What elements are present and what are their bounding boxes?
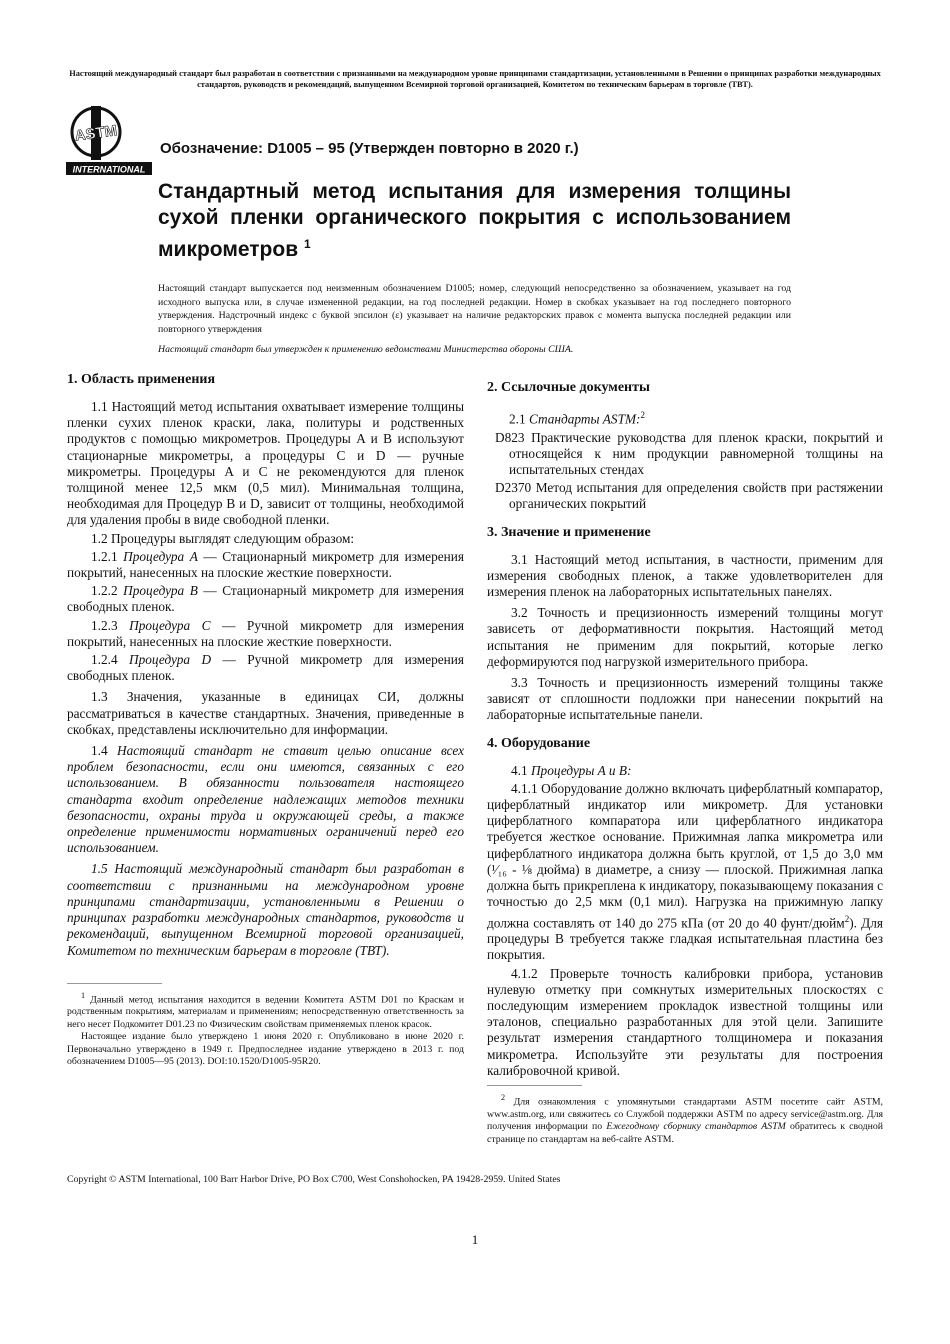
reference-d823: D823 Практические руководства для пленок краски, покрытий и относящейся к ним продукции равномерной толщины на испытательных стендах — [495, 429, 883, 478]
footnote-1 — [67, 990, 464, 1069]
paragraph-1-2-4: 1.2.4 Процедура D — Ручной микрометр для измерения свободных пленок. — [67, 652, 465, 684]
paragraph-1-2-1: 1.2.1 Процедура A — Стационарный микрометр для измерения покрытий, нанесенных на плоские жесткие поверхности. — [67, 548, 464, 581]
astm-logo-icon — [66, 104, 154, 176]
page-number: 1 — [471, 1232, 479, 1247]
paragraph-1-2-3: 1.2.3 Процедура C — Ручной микрометр для измерения покрытий, нанесенных на плоские жесткие поверхности. — [67, 617, 465, 649]
footnote-rule-2 — [487, 1085, 582, 1086]
paragraph-1-2: 1.2 Процедуры выглядят следующим образом: — [91, 530, 355, 546]
footnote-rule — [67, 983, 162, 984]
intro-paragraph: Настоящий стандарт выпускается под неизменным обозначением D1005; номер, следующий непосредственно за обозначением, указывает на год исходного выпуска или, в случае измененной редакции, на год последней редакции. Номер в скобках указывает на год последнего повторного утверждения. Надстрочный индекс с буквой эпсилон (ε) указывает на наличие редакторских правок с момента выпуска последней редакции или повторного утверждения — [158, 283, 791, 335]
section-1-heading: 1. Область применения — [67, 372, 216, 387]
paragraph-1-1: 1.1 Настоящий метод испытания охватывает измерение толщины пленки сухих пленок краски, лака, политуры и родственных продуктов с помощью микрометров. Процедуры A и B используют стационарные микрометры, а процедуры C и D — ручные микрометры. Процедуры A и C не рекомендуются для пленок толщиной менее 12,5 мкм (0,5 мил). Минимальная толщина, необходимая для Процедур B и D, зависит от толщины, необходимой для удаления пробы в виде свободной пленки. — [67, 399, 464, 528]
copyright-line: Copyright © ASTM International, 100 Barr Harbor Drive, PO Box C700, West Conshohocken, PA 19428-2959. United States — [67, 1174, 561, 1185]
paragraph-1-2-2: 1.2.2 Процедура B — Стационарный микрометр для измерения свободных пленок. — [67, 583, 464, 615]
document-designation: Обозначение: D1005 – 95 (Утвержден повторно в 2020 г.) — [160, 140, 579, 157]
section-4-heading: 4. Оборудование — [487, 735, 591, 751]
paragraph-4-1: 4.1 Процедуры A и B: — [511, 762, 632, 778]
approval-note: Настоящий стандарт был утвержден к применению ведомствами Министерства обороны США. — [158, 344, 574, 355]
document-title: Стандартный метод испытания для измерения толщины сухой пленки органического покрытия с использованием микрометров $^1$ — [158, 180, 791, 261]
footnote-1-edition: Настоящее издание было утверждено 1 июня 2020 г. Опубликовано в июне 2020 г. Первоначально утверждено в 1949 г. Предпоследнее издание утверждено в 2013 г. под обозначением D1005—95 (2013). DOI:10.1520/D1005-95R20. — [67, 1031, 464, 1068]
paragraph-3-1: 3.1 Настоящий метод испытания, в частности, применим для измерения свободных пленок, а также удовлетворителен для измерения пленок на лабораторных испытательных панелях. — [487, 551, 883, 600]
footnote-2-text: $^2$ Для ознакомления с упомянутыми стандартами ASTM посетите сайт ASTM, www.astm.org, или свяжитесь со Службой поддержки ASTM по адресу service@astm.org. Для получения информации по Ежегодному сборнику стандартов ASTM обратитесь к сводной странице по стандартам на веб-сайте ASTM. — [487, 1092, 884, 1145]
astm-logo — [66, 104, 154, 176]
section-2-heading: 2. Ссылочные документы — [487, 380, 650, 395]
paragraph-4-1-2: 4.1.2 Проверьте точность калибровки прибора, установив нулевую отметку при сомкнутых измерительных плоскостях с последующим измерением прокладок известной толщины или эталонов, специально разработанных для этой цели. Запишите результат измерения стандартного толщиномера и показания микрометра. Используйте эти результаты для построения калибровочной кривой. — [487, 965, 883, 1078]
paragraph-4-1-1: 4.1.1 Оборудование должно включать циферблатный компаратор, циферблатный индикатор или микрометр. Для установки циферблатного компаратора или циферблатного индикатора требуется жесткое основание. Прижимная лапка микрометра или циферблатного индикатора должна быть круглой, от 1,5 до 3,0 мм (¹⁄₁₆ - ⅛ дюйма) в диаметре, а снизу — плоской. Прижимная лапка должна быть прикреплена к индикатору, показывающему показания с точностью до 2,5 мкм (0,1 мил). Нагрузка на прижимную лапку должна составлять от 140 до 275 кПа (от 20 до 40 фунт/дюйм$^2$). Для процедуры B требуется также гладкая испытательная пластина без покрытия. — [487, 780, 883, 963]
paragraph-1-5: 1.5 Настоящий международный стандарт был разработан в соответствии с признанными на международном уровне принципами стандартизации, установленными в Решении о принципах разработки международных стандартов, руководств и рекомендаций, выпущенном Всемирной торговой организацией, Комитетом по техническим барьерам в торговле (ТВТ). — [67, 861, 464, 958]
standards-notice: Настоящий международный стандарт был разработан в соответствии с признанными на международном уровне принципами стандартизации, установленными в Решении о принципах разработки международных стандартов, руководств и рекомендаций, выпущенном Всемирной торговой организацией, Комитетом по техническим барьерам в торговле (ТВТ). — [69, 69, 881, 89]
logo-label: INTERNATIONAL — [72, 164, 146, 175]
footnote-1-text: $^1$ Данный метод испытания находится в ведении Комитета ASTM D01 по Краскам и родственным покрытиям, материалам и применениям; непосредственную ответственность за него несет Подкомитет D01.23 по Физическим свойствам применяемых пленок красок. — [67, 990, 464, 1030]
paragraph-3-3: 3.3 Точность и прецизионность измерений толщины также зависят от сплошности подложки при нанесении покрытий на лабораторные испытательные панели. — [487, 675, 883, 723]
logo-letters: ASTM — [73, 122, 119, 145]
reference-d2370: D2370 Метод испытания для определения свойств при растяжении органических покрытий — [495, 480, 883, 512]
paragraph-1-4: 1.4 Настоящий стандарт не ставит целью описание всех проблем безопасности, если они имеются, связанных с его использованием. В обязанности пользователя настоящего стандарта входит определение надлежащих методов техники безопасности, охраны труда и окружающей среды, а также определение применимости нормативных ограничений перед его использованием. — [67, 743, 464, 856]
paragraph-1-3: 1.3 Значения, указанные в единицах СИ, должны рассматриваться в качестве стандартных. Значения, приведенные в скобках, представлены исключительно для информации. — [67, 689, 464, 737]
right-column — [487, 380, 883, 1146]
paragraph-2-1: 2.1 Стандарты ASTM:$^2$ — [509, 410, 645, 427]
footnote-2 — [487, 1092, 883, 1146]
paragraph-3-2: 3.2 Точность и прецизионность измерений толщины могут зависеть от деформативности покрытия. Настоящий метод испытания не применим для покрытий, которые легко деформируются под нагрузкой измерительного прибора. — [487, 605, 883, 669]
left-column — [67, 372, 464, 1069]
section-3-heading: 3. Значение и применение — [487, 524, 651, 540]
title-footnote-mark: 1 — [303, 237, 311, 251]
